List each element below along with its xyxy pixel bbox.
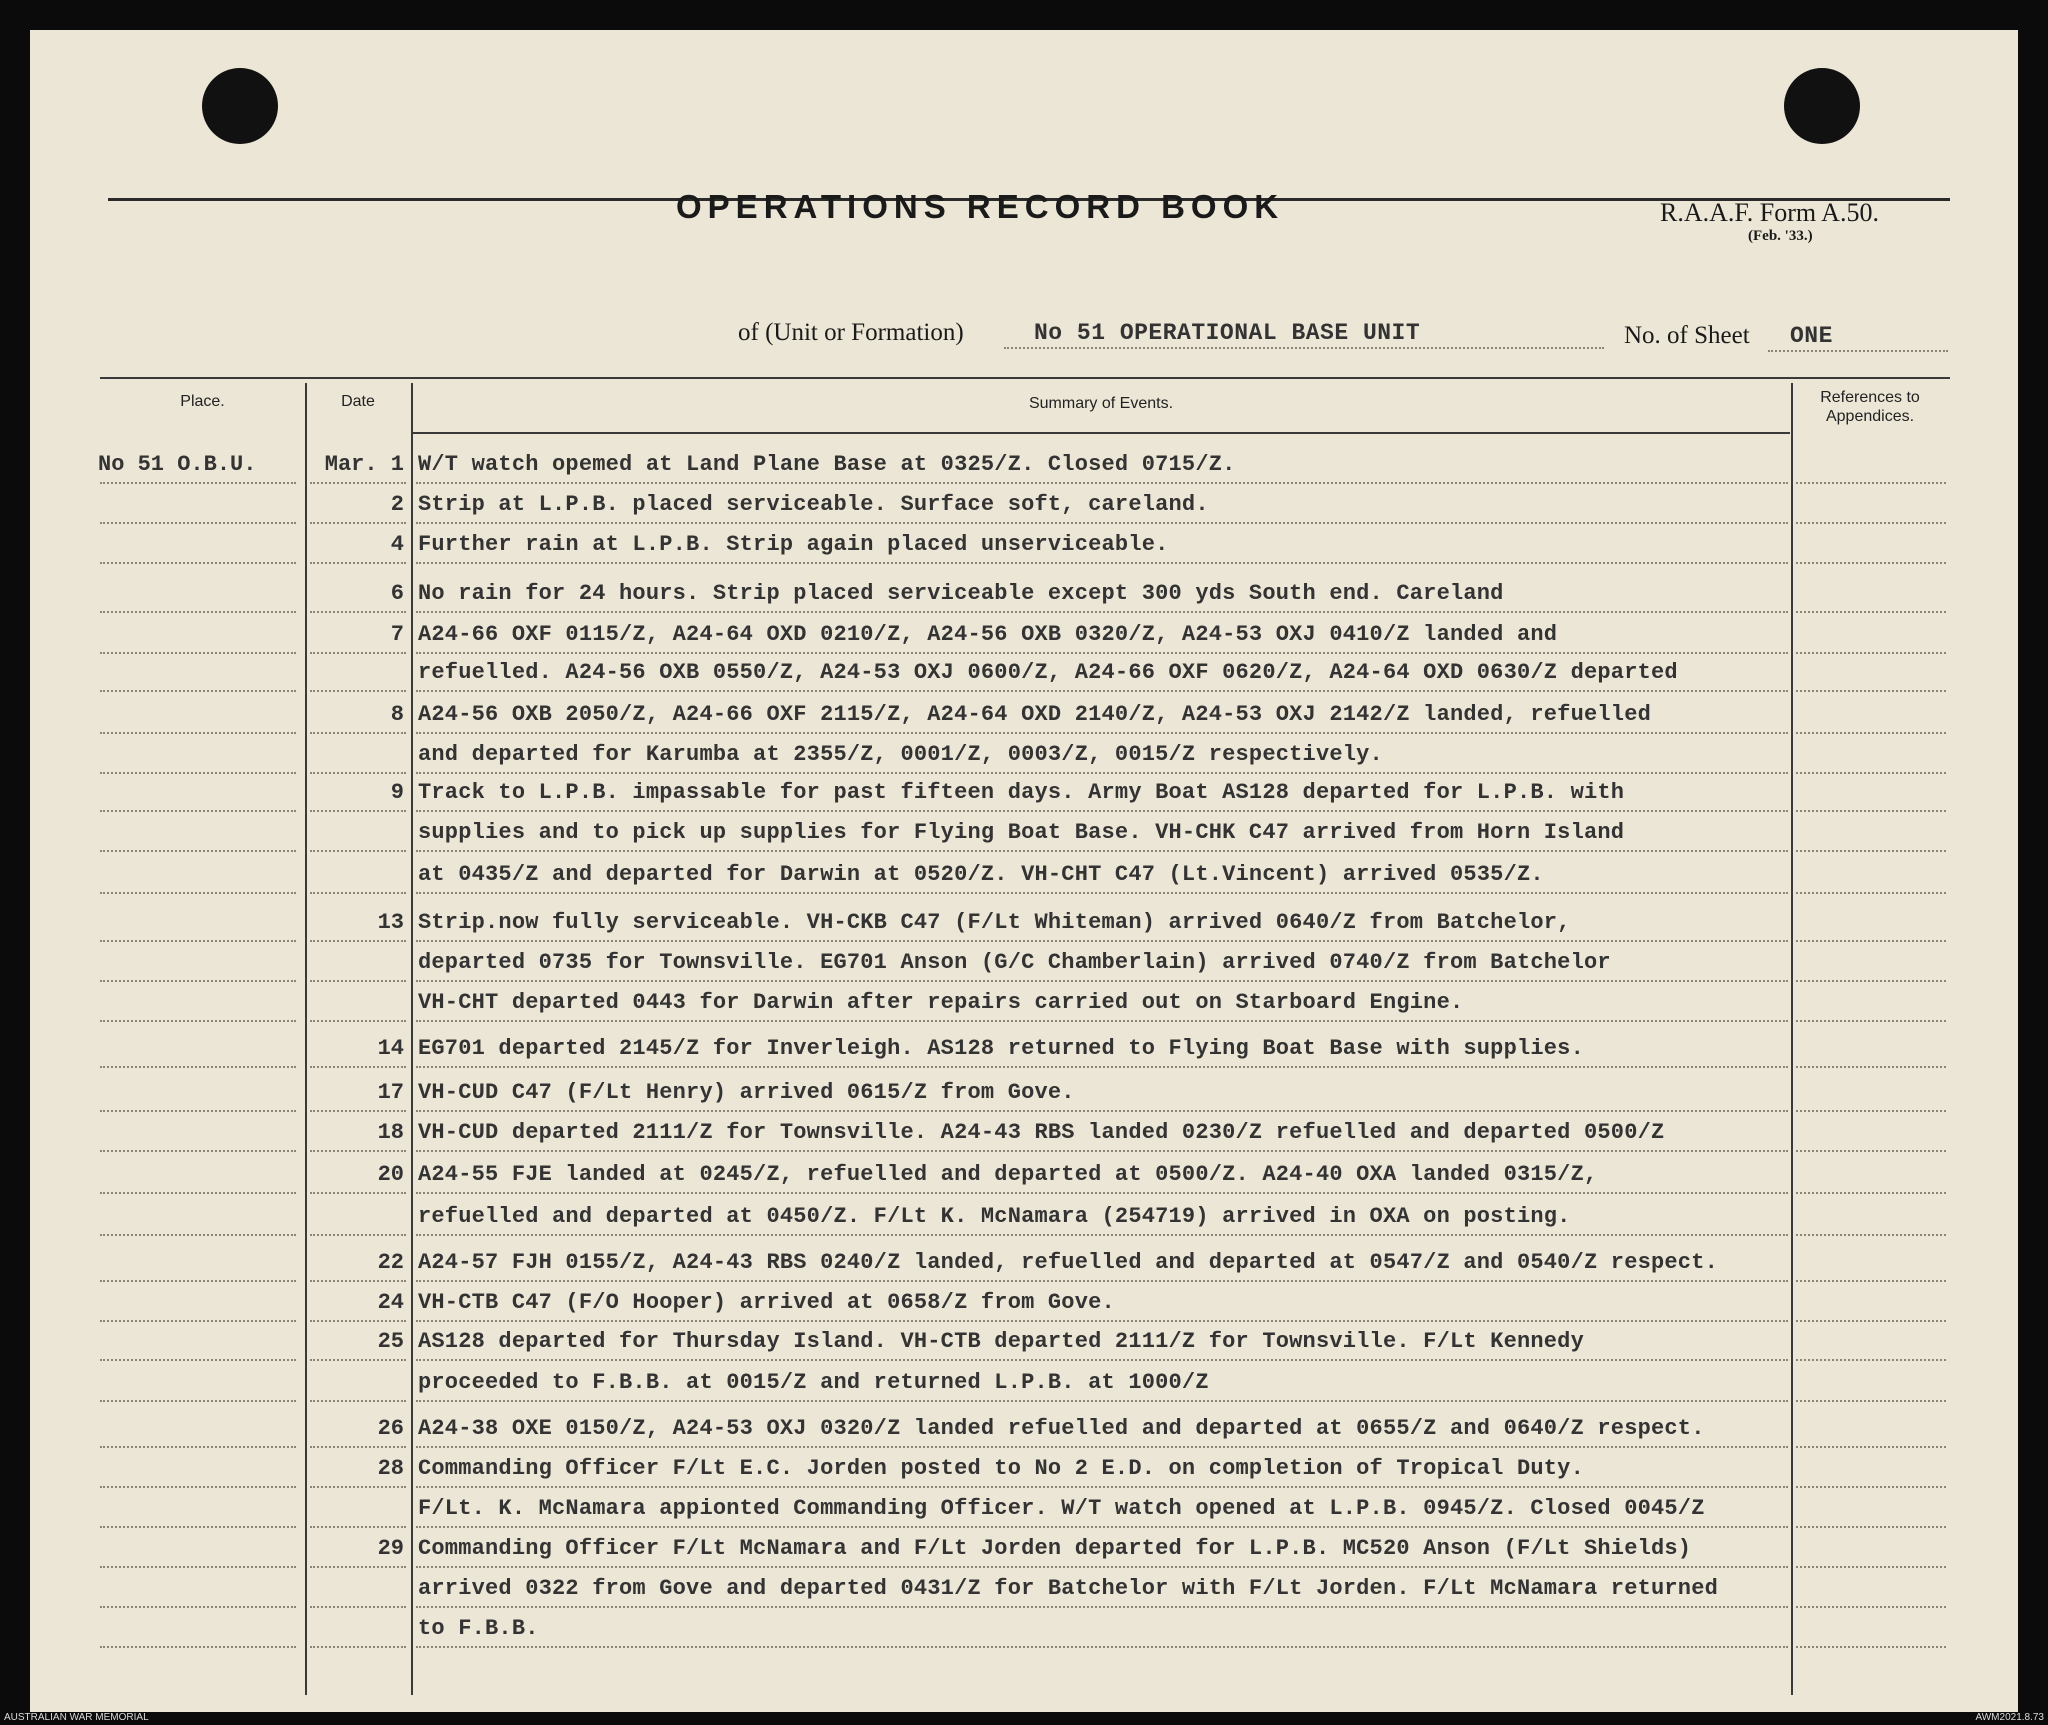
row-ruling <box>416 1486 1788 1488</box>
summary-cell: W/T watch opemed at Land Plane Base at 0325/Z. Closed 0715/Z. <box>418 452 1236 477</box>
row-ruling <box>1796 1446 1946 1448</box>
row-ruling <box>416 980 1788 982</box>
row-ruling <box>310 732 406 734</box>
summary-cell: proceeded to F.B.B. at 0015/Z and returned L.P.B. at 1000/Z <box>418 1370 1209 1395</box>
date-cell: 26 <box>377 1416 404 1441</box>
row-ruling <box>416 1110 1788 1112</box>
row-ruling <box>310 1486 406 1488</box>
row-ruling <box>1796 1280 1946 1282</box>
punch-hole-right <box>1784 68 1860 144</box>
place-cell: No 51 O.B.U. <box>98 452 257 477</box>
table-row <box>0 820 2048 860</box>
table-row <box>0 1536 2048 1576</box>
page-title: OPERATIONS RECORD BOOK <box>676 188 1285 225</box>
row-ruling <box>416 1320 1788 1322</box>
row-ruling <box>310 562 406 564</box>
row-ruling <box>1796 1150 1946 1152</box>
row-ruling <box>416 1526 1788 1528</box>
summary-cell: Further rain at L.P.B. Strip again placed unserviceable. <box>418 532 1169 557</box>
row-ruling <box>416 732 1788 734</box>
row-ruling <box>1796 732 1946 734</box>
row-ruling <box>1796 1110 1946 1112</box>
table-row <box>0 1456 2048 1496</box>
row-ruling <box>310 1280 406 1282</box>
table-row <box>0 452 2048 492</box>
row-ruling <box>416 810 1788 812</box>
row-ruling <box>310 1150 406 1152</box>
row-ruling <box>100 810 296 812</box>
row-ruling <box>416 850 1788 852</box>
row-ruling <box>1796 1606 1946 1608</box>
row-ruling <box>416 652 1788 654</box>
table-top-rule <box>100 377 1950 379</box>
row-ruling <box>416 1150 1788 1152</box>
date-cell: 8 <box>390 702 404 727</box>
unit-dotted-line <box>1004 347 1604 349</box>
unit-value: No 51 OPERATIONAL BASE UNIT <box>1034 320 1421 346</box>
row-ruling <box>100 1020 296 1022</box>
date-cell: 13 <box>377 910 404 935</box>
row-ruling <box>416 611 1788 613</box>
row-ruling <box>416 562 1788 564</box>
row-ruling <box>100 1606 296 1608</box>
row-ruling <box>100 562 296 564</box>
row-ruling <box>100 892 296 894</box>
row-ruling <box>1796 522 1946 524</box>
date-cell: 17 <box>377 1080 404 1105</box>
row-ruling <box>310 980 406 982</box>
date-cell: 9 <box>390 780 404 805</box>
column-header-refs <box>1795 388 1945 426</box>
row-ruling <box>310 1526 406 1528</box>
footer-credit: AUSTRALIAN WAR MEMORIAL <box>4 1712 149 1723</box>
row-ruling <box>310 1359 406 1361</box>
row-ruling <box>416 892 1788 894</box>
row-ruling <box>100 1526 296 1528</box>
column-header-refs-line2: Appendices. <box>1825 408 1915 425</box>
summary-cell: A24-57 FJH 0155/Z, A24-43 RBS 0240/Z landed, refuelled and departed at 0547/Z and 0540/Z respect. <box>418 1250 1719 1275</box>
header-bottom-rule <box>412 432 1790 434</box>
table-row <box>0 910 2048 950</box>
row-ruling <box>416 1400 1788 1402</box>
row-ruling <box>100 1646 296 1648</box>
row-ruling <box>310 690 406 692</box>
table-row <box>0 1329 2048 1369</box>
table-row <box>0 532 2048 572</box>
table-row <box>0 1370 2048 1410</box>
footer-accession: AWM2021.8.73 <box>1975 1712 2044 1723</box>
table-row <box>0 1616 2048 1656</box>
row-ruling <box>100 772 296 774</box>
row-ruling <box>1796 1486 1946 1488</box>
table-row <box>0 702 2048 742</box>
summary-cell: F/Lt. K. McNamara appionted Commanding Officer. W/T watch opened at L.P.B. 0945/Z. Closed 0045/Z <box>418 1496 1705 1521</box>
row-ruling <box>416 1359 1788 1361</box>
date-cell: 7 <box>390 622 404 647</box>
row-ruling <box>100 1110 296 1112</box>
row-ruling <box>1796 1234 1946 1236</box>
date-cell: 25 <box>377 1329 404 1354</box>
sheet-value: ONE <box>1790 323 1833 349</box>
column-header-summary: Summary of Events. <box>1028 395 1174 412</box>
row-ruling <box>100 1446 296 1448</box>
table-row <box>0 1080 2048 1120</box>
row-ruling <box>310 810 406 812</box>
row-ruling <box>1796 980 1946 982</box>
row-ruling <box>100 1359 296 1361</box>
date-cell: 29 <box>377 1536 404 1561</box>
row-ruling <box>416 482 1788 484</box>
table-row <box>0 1496 2048 1536</box>
row-ruling <box>100 1280 296 1282</box>
summary-cell: Commanding Officer F/Lt E.C. Jorden posted to No 2 E.D. on completion of Tropical Duty. <box>418 1456 1584 1481</box>
date-cell: 20 <box>377 1162 404 1187</box>
row-ruling <box>310 772 406 774</box>
row-ruling <box>416 1192 1788 1194</box>
summary-cell: A24-66 OXF 0115/Z, A24-64 OXD 0210/Z, A24-56 OXB 0320/Z, A24-53 OXJ 0410/Z landed and <box>418 622 1558 647</box>
row-ruling <box>310 482 406 484</box>
sheet-label: No. of Sheet <box>1624 322 1750 349</box>
row-ruling <box>1796 1020 1946 1022</box>
row-ruling <box>310 850 406 852</box>
table-row <box>0 492 2048 532</box>
row-ruling <box>310 1566 406 1568</box>
row-ruling <box>310 1446 406 1448</box>
table-row <box>0 622 2048 662</box>
summary-cell: VH-CUD C47 (F/Lt Henry) arrived 0615/Z from Gove. <box>418 1080 1075 1105</box>
row-ruling <box>100 1192 296 1194</box>
summary-cell: AS128 departed for Thursday Island. VH-CTB departed 2111/Z for Townsville. F/Lt Kennedy <box>418 1329 1584 1354</box>
row-ruling <box>1796 772 1946 774</box>
row-ruling <box>100 1066 296 1068</box>
summary-cell: and departed for Karumba at 2355/Z, 0001/Z, 0003/Z, 0015/Z respectively. <box>418 742 1383 767</box>
row-ruling <box>100 940 296 942</box>
row-ruling <box>1796 652 1946 654</box>
summary-cell: A24-55 FJE landed at 0245/Z, refuelled and departed at 0500/Z. A24-40 OXA landed 0315/Z, <box>418 1162 1598 1187</box>
row-ruling <box>1796 810 1946 812</box>
row-ruling <box>100 1234 296 1236</box>
row-ruling <box>100 482 296 484</box>
table-row <box>0 862 2048 902</box>
table-row <box>0 1036 2048 1076</box>
date-cell: 18 <box>377 1120 404 1145</box>
row-ruling <box>1796 892 1946 894</box>
row-ruling <box>310 940 406 942</box>
row-ruling <box>100 1566 296 1568</box>
date-cell: 2 <box>390 492 404 517</box>
row-ruling <box>416 940 1788 942</box>
row-ruling <box>1796 562 1946 564</box>
row-ruling <box>1796 1320 1946 1322</box>
row-ruling <box>1796 1192 1946 1194</box>
row-ruling <box>310 1320 406 1322</box>
summary-cell: arrived 0322 from Gove and departed 0431/Z for Batchelor with F/Lt Jorden. F/Lt McNamara returned <box>418 1576 1719 1601</box>
summary-cell: Track to L.P.B. impassable for past fifteen days. Army Boat AS128 departed for L.P.B. with <box>418 780 1625 805</box>
form-identifier: R.A.A.F. Form A.50. <box>1660 198 1879 227</box>
table-row <box>0 1576 2048 1616</box>
row-ruling <box>310 652 406 654</box>
row-ruling <box>100 1400 296 1402</box>
table-row <box>0 1290 2048 1330</box>
row-ruling <box>100 611 296 613</box>
row-ruling <box>1796 1646 1946 1648</box>
row-ruling <box>100 1486 296 1488</box>
summary-cell: No rain for 24 hours. Strip placed serviceable except 300 yds South end. Careland <box>418 581 1504 606</box>
unit-label: of (Unit or Formation) <box>738 319 964 346</box>
summary-cell: refuelled. A24-56 OXB 0550/Z, A24-53 OXJ 0600/Z, A24-66 OXF 0620/Z, A24-64 OXD 0630/Z departed <box>418 660 1678 685</box>
form-date: (Feb. '33.) <box>1748 228 1813 244</box>
row-ruling <box>100 690 296 692</box>
row-ruling <box>310 1110 406 1112</box>
row-ruling <box>1796 940 1946 942</box>
row-ruling <box>416 1446 1788 1448</box>
row-ruling <box>100 1150 296 1152</box>
row-ruling <box>1796 1359 1946 1361</box>
row-ruling <box>416 1020 1788 1022</box>
row-ruling <box>1796 850 1946 852</box>
date-cell: 28 <box>377 1456 404 1481</box>
table-row <box>0 581 2048 621</box>
row-ruling <box>310 611 406 613</box>
row-ruling <box>310 1606 406 1608</box>
column-header-refs-line1: References to <box>1820 389 1920 406</box>
row-ruling <box>100 1320 296 1322</box>
summary-cell: Commanding Officer F/Lt McNamara and F/Lt Jorden departed for L.P.B. MC520 Anson (F/Lt Shields) <box>418 1536 1692 1561</box>
row-ruling <box>310 1400 406 1402</box>
summary-cell: supplies and to pick up supplies for Flying Boat Base. VH-CHK C47 arrived from Horn Island <box>418 820 1625 845</box>
row-ruling <box>1796 482 1946 484</box>
row-ruling <box>100 850 296 852</box>
summary-cell: to F.B.B. <box>418 1616 539 1641</box>
row-ruling <box>416 1234 1788 1236</box>
row-ruling <box>416 1606 1788 1608</box>
row-ruling <box>310 1192 406 1194</box>
row-ruling <box>416 522 1788 524</box>
table-row <box>0 990 2048 1030</box>
summary-cell: VH-CTB C47 (F/O Hooper) arrived at 0658/Z from Gove. <box>418 1290 1115 1315</box>
table-row <box>0 950 2048 990</box>
punch-hole-left <box>202 68 278 144</box>
row-ruling <box>416 1646 1788 1648</box>
row-ruling <box>310 1234 406 1236</box>
row-ruling <box>100 980 296 982</box>
row-ruling <box>310 892 406 894</box>
row-ruling <box>1796 1526 1946 1528</box>
row-ruling <box>416 1280 1788 1282</box>
row-ruling <box>1796 1566 1946 1568</box>
row-ruling <box>416 690 1788 692</box>
table-row <box>0 1250 2048 1290</box>
date-cell: 24 <box>377 1290 404 1315</box>
table-row <box>0 742 2048 782</box>
date-cell: 4 <box>390 532 404 557</box>
row-ruling <box>1796 1400 1946 1402</box>
summary-cell: A24-38 OXE 0150/Z, A24-53 OXJ 0320/Z landed refuelled and departed at 0655/Z and 0640/Z respect. <box>418 1416 1705 1441</box>
summary-cell: VH-CHT departed 0443 for Darwin after repairs carried out on Starboard Engine. <box>418 990 1464 1015</box>
row-ruling <box>310 1646 406 1648</box>
summary-cell: departed 0735 for Townsville. EG701 Anson (G/C Chamberlain) arrived 0740/Z from Batchelor <box>418 950 1611 975</box>
row-ruling <box>100 732 296 734</box>
date-cell: 14 <box>377 1036 404 1061</box>
summary-cell: refuelled and departed at 0450/Z. F/Lt K. McNamara (254719) arrived in OXA on posting. <box>418 1204 1571 1229</box>
summary-cell: at 0435/Z and departed for Darwin at 0520/Z. VH-CHT C47 (Lt.Vincent) arrived 0535/Z. <box>418 862 1544 887</box>
row-ruling <box>310 522 406 524</box>
row-ruling <box>310 1066 406 1068</box>
date-cell: 6 <box>390 581 404 606</box>
row-ruling <box>416 1066 1788 1068</box>
table-row <box>0 1120 2048 1160</box>
sheet-dotted-line <box>1768 350 1948 352</box>
column-header-place: Place. <box>180 393 225 410</box>
table-row <box>0 780 2048 820</box>
summary-cell: Strip at L.P.B. placed serviceable. Surface soft, careland. <box>418 492 1209 517</box>
summary-cell: A24-56 OXB 2050/Z, A24-66 OXF 2115/Z, A24-64 OXD 2140/Z, A24-53 OXJ 2142/Z landed, refuelled <box>418 702 1651 727</box>
summary-cell: VH-CUD departed 2111/Z for Townsville. A24-43 RBS landed 0230/Z refuelled and departed 0500/Z <box>418 1120 1665 1145</box>
summary-cell: Strip.now fully serviceable. VH-CKB C47 (F/Lt Whiteman) arrived 0640/Z from Batchelor, <box>418 910 1571 935</box>
table-row <box>0 1416 2048 1456</box>
column-header-date: Date <box>341 393 375 410</box>
row-ruling <box>100 522 296 524</box>
summary-cell: EG701 departed 2145/Z for Inverleigh. AS128 returned to Flying Boat Base with supplies. <box>418 1036 1584 1061</box>
row-ruling <box>416 1566 1788 1568</box>
row-ruling <box>1796 611 1946 613</box>
table-row <box>0 1204 2048 1244</box>
table-row <box>0 1162 2048 1202</box>
row-ruling <box>416 772 1788 774</box>
row-ruling <box>1796 690 1946 692</box>
row-ruling <box>100 652 296 654</box>
date-cell: Mar. 1 <box>324 452 404 477</box>
row-ruling <box>1796 1066 1946 1068</box>
row-ruling <box>310 1020 406 1022</box>
date-cell: 22 <box>377 1250 404 1275</box>
table-row <box>0 660 2048 700</box>
